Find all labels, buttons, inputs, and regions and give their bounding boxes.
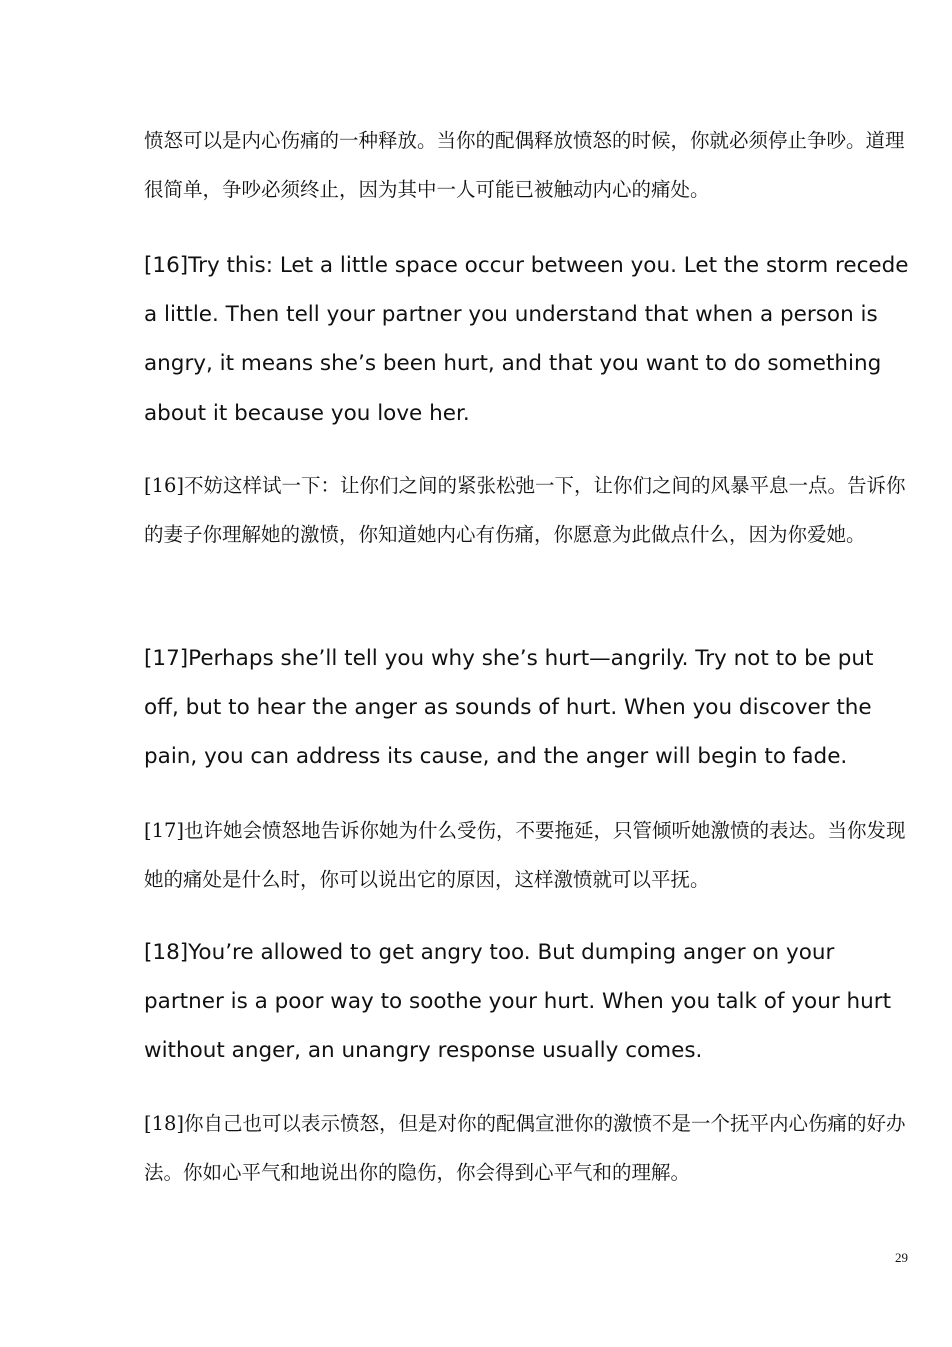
- paragraph-zh-18: [18]你自己也可以表示愤怒，但是对你的配偶宣泄你的激愤不是一个抚平内心伤痛的好办法。你如心平气和地说出你的隐伤，你会得到心平气和的理解。: [144, 1112, 906, 1184]
- paragraph-en-17: [17]Perhaps she’ll tell you why she’s hurt—angrily. Try not to be put off, but to hear the anger as sounds of hurt. When you discover the pain, you can address its cause, and the anger will begin to fade.: [144, 646, 874, 770]
- paragraph-zh-16: [16]不妨这样试一下：让你们之间的紧张松弛一下，让你们之间的风暴平息一点。告诉你的妻子你理解她的激愤，你知道她内心有伤痛，你愿意为此做点什么，因为你爱她。: [144, 474, 906, 546]
- paragraph-zh-17: [17]也许她会愤怒地告诉你她为什么受伤，不要拖延，只管倾听她激愤的表达。当你发现她的痛处是什么时，你可以说出它的原因，这样激愤就可以平抚。: [144, 819, 906, 891]
- page-number: 29: [895, 1250, 908, 1265]
- paragraph-en-16: [16]Try this: Let a little space occur between you. Let the storm recede a little. Then tell your partner you understand that when a person is angry, it means she’s been hurt, and that you want to do something about it because you love her.: [144, 253, 909, 426]
- paragraph-zh-intro: 愤怒可以是内心伤痛的一种释放。当你的配偶释放愤怒的时候，你就必须停止争吵。道理很简单，争吵必须终止，因为其中一人可能已被触动内心的痛处。: [144, 129, 905, 201]
- paragraph-en-18: [18]You’re allowed to get angry too. But dumping anger on your partner is a poor way to soothe your hurt. When you talk of your hurt without anger, an unangry response usually comes.: [144, 940, 892, 1064]
